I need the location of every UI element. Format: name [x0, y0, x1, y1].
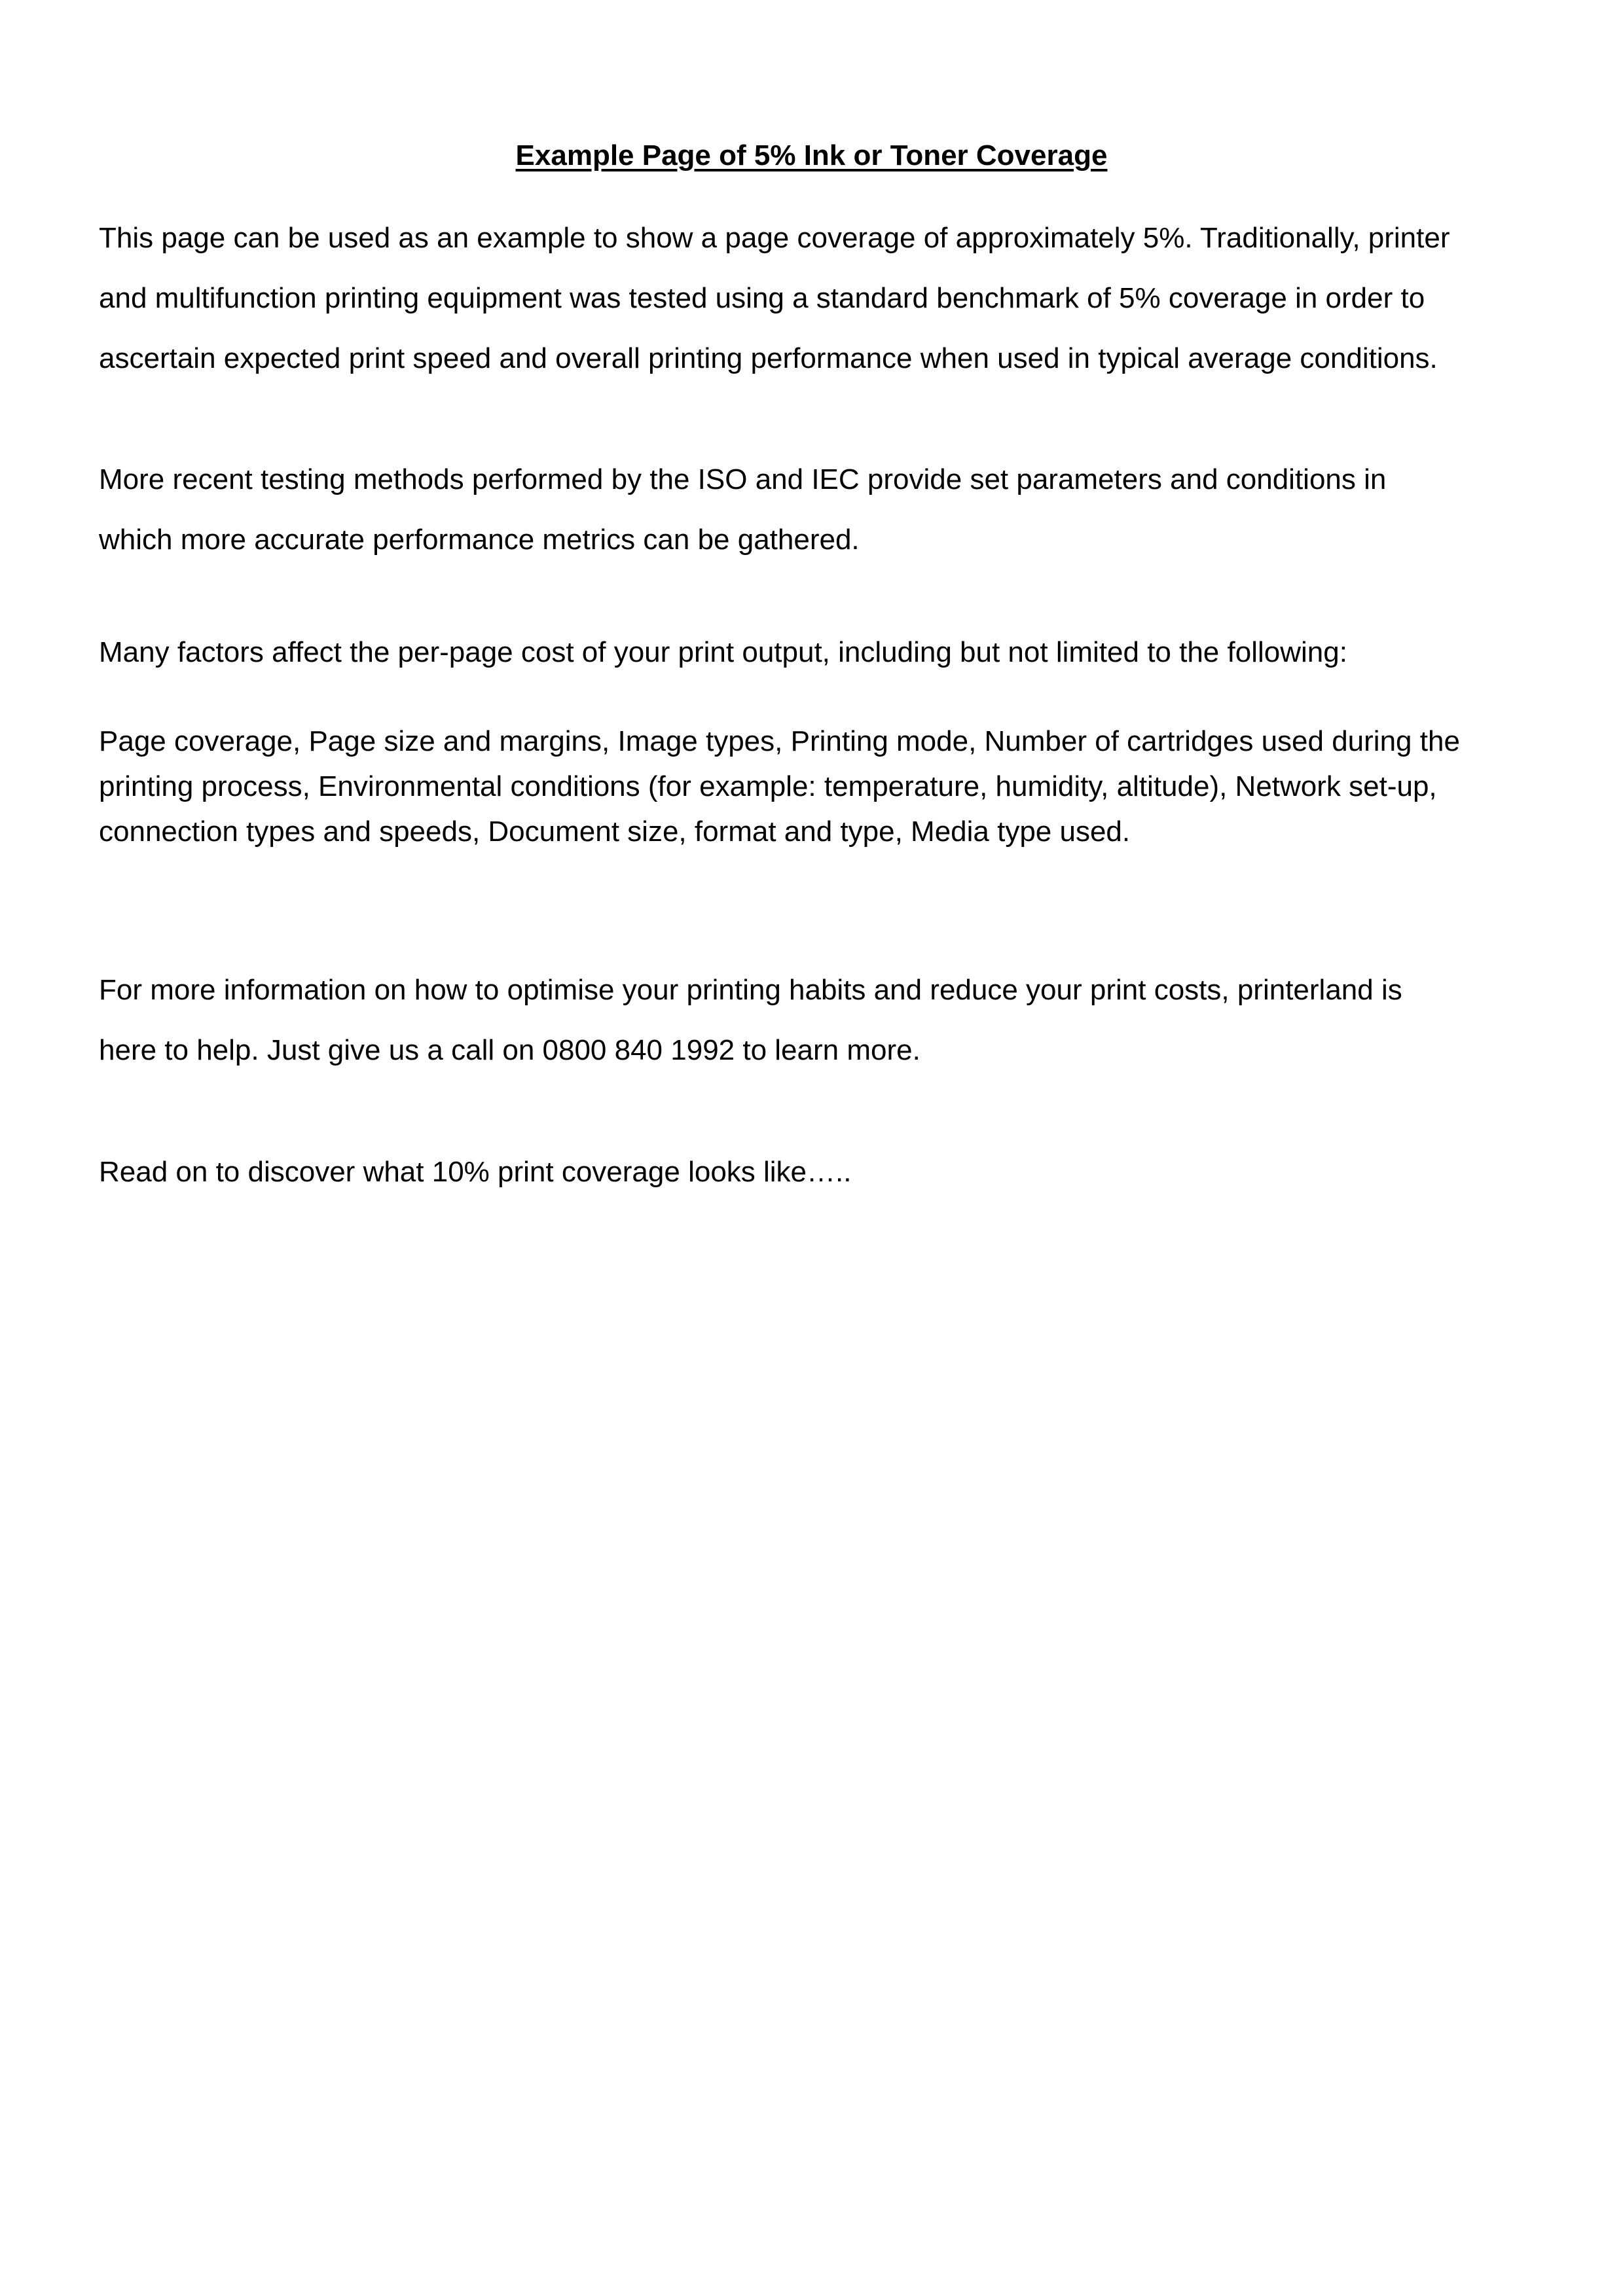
paragraph-line: For more information on how to optimise your printing habits and reduce your print costs, printerland is: [99, 974, 1402, 1006]
paragraph-factor-list: [99, 719, 1539, 854]
document-title: Example Page of 5% Ink or Toner Coverage: [515, 139, 1108, 171]
paragraph-line: which more accurate performance metrics can be gathered.: [99, 524, 860, 556]
paragraph-line: Many factors affect the per-page cost of your print output, including but not limited to the following:: [99, 636, 1347, 668]
paragraph-line: More recent testing methods performed by the ISO and IEC provide set parameters and conditions in: [99, 463, 1387, 495]
paragraph-testing-methods: [99, 450, 1539, 570]
paragraph-line: printing process, Environmental conditions (for example: temperature, humidity, altitude), Network set-up,: [99, 770, 1437, 802]
paragraph-line: connection types and speeds, Document size, format and type, Media type used.: [99, 816, 1131, 848]
paragraph-intro: [99, 208, 1539, 389]
paragraph-line: Read on to discover what 10% print coverage looks like…..: [99, 1156, 852, 1188]
paragraph-line: Page coverage, Page size and margins, Image types, Printing mode, Number of cartridges used during the: [99, 725, 1460, 757]
paragraph-more-information: [99, 960, 1539, 1081]
paragraph-line: here to help. Just give us a call on 0800 840 1992 to learn more.: [99, 1034, 921, 1066]
paragraph-read-on: [99, 1142, 1539, 1202]
paragraph-line: and multifunction printing equipment was tested using a standard benchmark of 5% coverage in order to: [99, 282, 1425, 314]
paragraph-cost-factors: [99, 622, 1539, 683]
paragraph-line: This page can be used as an example to show a page coverage of approximately 5%. Traditionally, printer: [99, 222, 1450, 254]
paragraph-line: ascertain expected print speed and overall printing performance when used in typical average conditions.: [99, 342, 1438, 374]
